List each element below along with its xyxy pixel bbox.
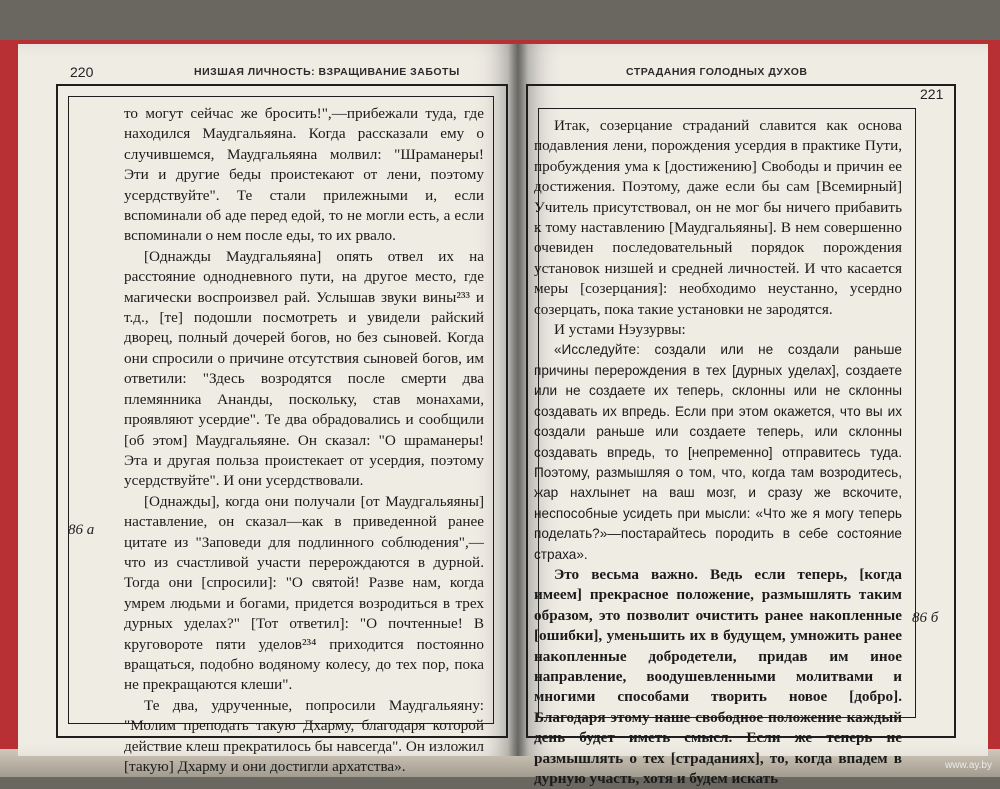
- left-paragraph-2: [Однажды Маудгальяяна] опять отвел их на расстояние однодневного пути, на другое место, где магически воспроизвел рай. Услышав звуки вины²³³ и т.д., [те] подошли посмотреть и увидели райский дворец, полный дочерей богов, но без сыновей. Когда они спросили о причине отсутствия сыновей богов, им ответили: "Здесь возродятся после смерти два племянника Ананды, поскольку, став монахами, проявляют усердие". Те два обрадовались и сообщили [об этом] Маудгальяяне. Он сказал: "О шраманеры! Эта и другая польза проистекает от усердия, поэтому усердствуйте". И они усердствовали.: [124, 247, 484, 490]
- left-page: [18, 44, 518, 775]
- left-running-head: НИЗШАЯ ЛИЧНОСТЬ: ВЗРАЩИВАНИЕ ЗАБОТЫ: [194, 66, 460, 78]
- book-gutter: [508, 44, 528, 756]
- left-text-column: [124, 104, 484, 777]
- watermark: www.ay.by: [944, 760, 992, 771]
- right-running-head: СТРАДАНИЯ ГОЛОДНЫХ ДУХОВ: [626, 66, 808, 78]
- right-margin-note: 86 б: [912, 610, 939, 626]
- right-page-number: 221: [920, 86, 944, 102]
- left-paragraph-3: [Однажды], когда они получали [от Маудгальяяны] наставление, он сказал—как в приведенной ранее цитате из "Заповеди для подлинного соблюдения",—что из счастливой участи перерождаются в дурной. Тогда они [спросили]: "О святой! Разве нам, когда умрем людьми и богами, придется возродиться в трех дурных уделах?" [Тот ответил]: "О почтенные! В круговороте пяти уделов²³⁴ приходится постоянно вращаться, подобно водяному колесу, до тех пор, пока не прекращаются клеши".: [124, 492, 484, 694]
- right-paragraph-4: Это весьма важно. Ведь если теперь, [когда имеем] прекрасное положение, размышлять таким образом, это позволит очистить ранее накопленные [ошибки], уменьшить их в будущем, умножить ранее накопленные добродетели, придав им иное направление, воодушевленными молитвами и многими способами творить новое [добро]. Благодаря этому наше свободное положение каждый день будет иметь смысл. Если же теперь не размышлять о тех [страданиях], то, когда впадем в дурную участь, хотя и будем искать: [534, 565, 902, 787]
- left-page-number: 220: [70, 64, 94, 80]
- right-paragraph-2: И устами Нэузурвы:: [554, 321, 686, 339]
- right-text-column: [534, 116, 902, 789]
- right-quote-paragraph: «Исследуйте: создали или не создали раньше причины перерождения в тех [дурных уделах], создаете или не создаете их теперь, склонны или не склонны создавать их впредь. Если при этом окажется, что вы их создали раньше или создаете теперь, или склонны создавать впредь, то [непременно] отправитесь туда. Поэтому, размышляя о том, что, когда там возродитесь, жар нахлынет на ваш мозг, и сразу же вскочите, неспособные усидеть при мысли: «Что же я могу теперь поделать?»—постарайтесь породить в себе состояние страха».: [534, 342, 902, 562]
- right-paragraph-1: Итак, созерцание страданий славится как основа подавления лени, порождения усердия в практике Пути, пробуждения ума к [достижению] Свободы и причин ее достижения. Поэтому, даже если бы сам [Всемирный] Учитель присутствовал, он не мог бы ничего прибавить к тому наставлению [Маудгальяяны]. В нем совершенно очевиден последовательный порядок порождения установок низшей и средней личностей. И что касается меры [созерцания]: необходимо неустанно, усердно созерцать, пока такие установки не зародятся.: [534, 117, 902, 318]
- left-paragraph-4: Те два, удрученные, попросили Маудгальяяну: "Молим преподать такую Дхарму, благодаря которой действие клеш прекратилось бы навсегда". Он изложил [такую] Дхарму и они достигли архатства».: [124, 696, 484, 775]
- left-margin-note: 86 a: [68, 522, 95, 538]
- left-paragraph-1: то могут сейчас же бросить!",—прибежали туда, где находился Маудгальяяна. Когда рассказали ему о случившемся, Маудгальяяна молвил: "Шраманеры! Эти и другие беды проистекают от лени, поэтому усердствуйте". Те стали прилежными и, если вспоминали об аде перед едой, то не могли есть, а если вспоминали о нем после еды, то их рвало.: [124, 105, 484, 245]
